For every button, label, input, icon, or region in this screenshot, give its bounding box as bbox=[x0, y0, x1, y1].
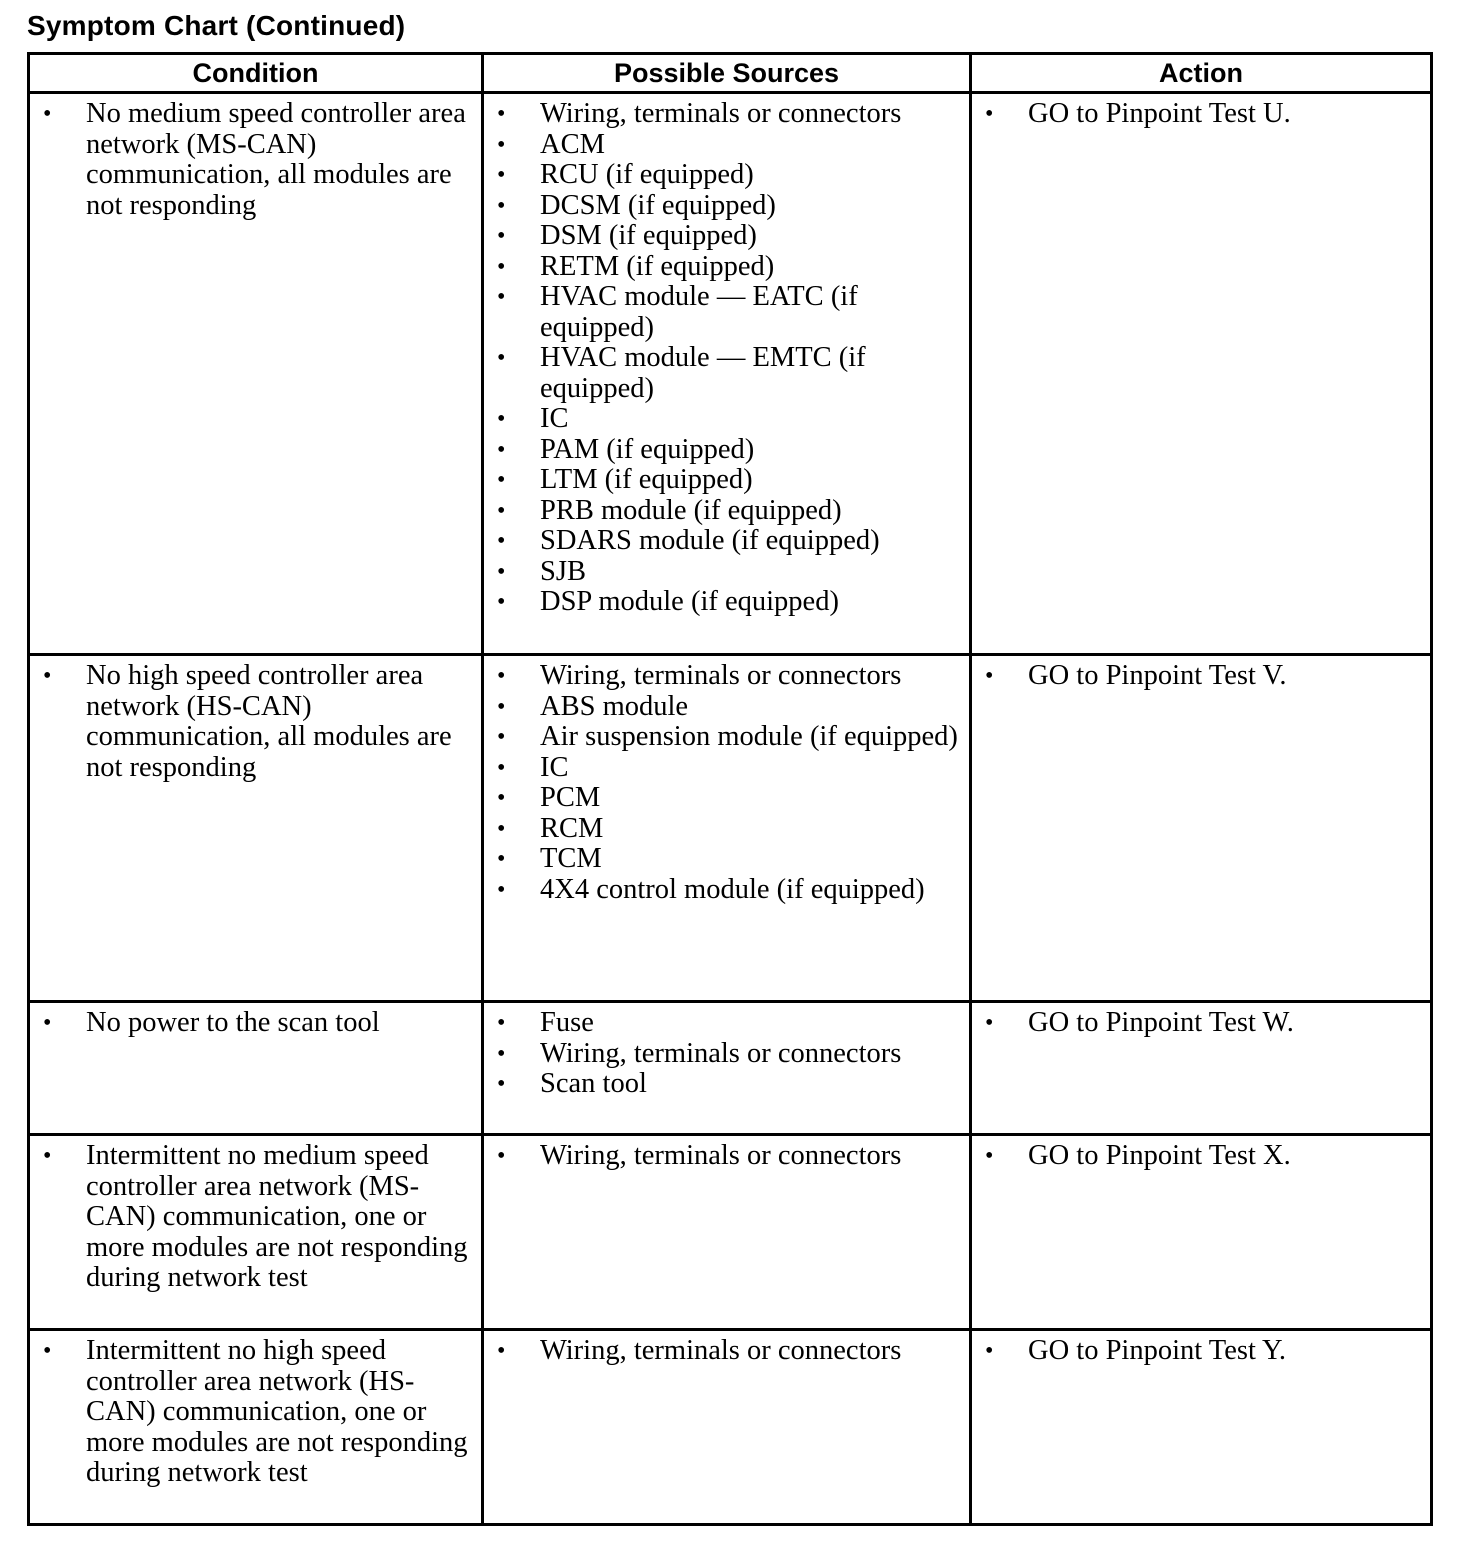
list-item-text: Wiring, terminals or connectors bbox=[540, 1335, 902, 1366]
list-item-text: Intermittent no high speed controller area network (HS-CAN) communication, one or more modules are not responding during network test bbox=[86, 1335, 468, 1488]
list-item-text: Intermittent no medium speed controller area network (MS-CAN) communication, one or more modules are not responding during network test bbox=[86, 1140, 468, 1293]
list-item bbox=[972, 1336, 1430, 1367]
bullet-list bbox=[972, 99, 1430, 130]
list-item bbox=[484, 753, 969, 784]
list-item bbox=[484, 343, 969, 404]
list-item-text: RCM bbox=[540, 812, 604, 844]
list-item bbox=[30, 1008, 481, 1039]
list-item bbox=[484, 1008, 969, 1039]
list-item-text: DSP module (if equipped) bbox=[540, 586, 839, 617]
action-cell bbox=[971, 655, 1432, 1002]
bullet-icon: • bbox=[497, 345, 506, 371]
list-item bbox=[972, 1141, 1430, 1172]
condition-cell bbox=[29, 93, 483, 655]
table-row bbox=[29, 1135, 1432, 1330]
column-header-condition: Condition bbox=[29, 54, 483, 93]
list-item bbox=[30, 1336, 481, 1489]
bullet-icon: • bbox=[497, 101, 506, 127]
column-header-possible-sources: Possible Sources bbox=[483, 54, 971, 93]
list-item-text: GO to Pinpoint Test Y. bbox=[1028, 1335, 1286, 1366]
list-item bbox=[30, 99, 481, 221]
table-row bbox=[29, 93, 1432, 655]
table-body bbox=[29, 93, 1432, 1525]
bullet-icon: • bbox=[43, 663, 52, 689]
possible-sources-cell bbox=[483, 1330, 971, 1525]
action-cell bbox=[971, 1330, 1432, 1525]
bullet-icon: • bbox=[497, 1010, 506, 1036]
bullet-icon: • bbox=[43, 1338, 52, 1364]
list-item-text: DSM (if equipped) bbox=[540, 220, 757, 251]
condition-cell bbox=[29, 1002, 483, 1135]
list-item-text: PCM bbox=[540, 782, 601, 813]
list-item bbox=[972, 1008, 1430, 1039]
list-item-text: IC bbox=[540, 751, 569, 783]
list-item bbox=[484, 130, 969, 161]
bullet-list bbox=[972, 1008, 1430, 1039]
condition-cell bbox=[29, 1135, 483, 1330]
list-item bbox=[972, 661, 1430, 692]
list-item bbox=[484, 661, 969, 692]
list-item-text: Wiring, terminals or connectors bbox=[540, 1140, 902, 1171]
list-item-text: GO to Pinpoint Test V. bbox=[1028, 660, 1287, 691]
list-item-text: ABS module bbox=[540, 690, 689, 722]
list-item bbox=[484, 1069, 969, 1100]
header-row bbox=[29, 54, 1432, 93]
bullet-icon: • bbox=[497, 693, 506, 720]
list-item-text: Fuse bbox=[540, 1007, 594, 1038]
list-item-text: Air suspension module (if equipped) bbox=[540, 721, 958, 752]
bullet-icon: • bbox=[497, 192, 506, 219]
list-item-text: HVAC module — EATC (if equipped) bbox=[540, 281, 858, 343]
list-item-text: TCM bbox=[540, 843, 602, 874]
table-row bbox=[29, 1002, 1432, 1135]
list-item-text: LTM (if equipped) bbox=[540, 464, 753, 495]
list-item-text: Wiring, terminals or connectors bbox=[540, 1037, 902, 1069]
bullet-list bbox=[484, 1008, 969, 1100]
bullet-icon: • bbox=[497, 284, 506, 310]
column-header-action: Action bbox=[971, 54, 1432, 93]
possible-sources-cell bbox=[483, 93, 971, 655]
list-item-text: Wiring, terminals or connectors bbox=[540, 660, 902, 691]
list-item bbox=[484, 496, 969, 527]
possible-sources-cell bbox=[483, 1135, 971, 1330]
list-item-text: PRB module (if equipped) bbox=[540, 494, 842, 526]
bullet-icon: • bbox=[497, 1338, 506, 1364]
bullet-icon: • bbox=[497, 162, 506, 188]
bullet-list bbox=[30, 99, 481, 221]
list-item bbox=[484, 99, 969, 130]
bullet-icon: • bbox=[497, 528, 506, 554]
bullet-icon: • bbox=[985, 1010, 994, 1036]
bullet-icon: • bbox=[497, 815, 506, 842]
bullet-icon: • bbox=[497, 724, 506, 750]
list-item bbox=[484, 282, 969, 343]
bullet-icon: • bbox=[497, 754, 506, 781]
list-item-text: GO to Pinpoint Test X. bbox=[1028, 1140, 1291, 1171]
list-item-text: SDARS module (if equipped) bbox=[540, 525, 880, 556]
action-cell bbox=[971, 1135, 1432, 1330]
condition-cell bbox=[29, 655, 483, 1002]
bullet-list bbox=[484, 1141, 969, 1172]
bullet-icon: • bbox=[497, 436, 506, 463]
list-item-text: RCU (if equipped) bbox=[540, 159, 754, 190]
bullet-list bbox=[972, 1336, 1430, 1367]
list-item-text: 4X4 control module (if equipped) bbox=[540, 873, 925, 905]
list-item-text: GO to Pinpoint Test U. bbox=[1028, 98, 1291, 129]
bullet-icon: • bbox=[497, 131, 506, 158]
list-item bbox=[972, 99, 1430, 130]
bullet-list bbox=[30, 1008, 481, 1039]
table-row bbox=[29, 1330, 1432, 1525]
bullet-icon: • bbox=[985, 1338, 994, 1364]
list-item bbox=[484, 465, 969, 496]
bullet-icon: • bbox=[985, 663, 994, 689]
page-title: Symptom Chart (Continued) bbox=[27, 10, 406, 41]
list-item bbox=[484, 252, 969, 283]
list-item bbox=[484, 722, 969, 753]
list-item bbox=[484, 1141, 969, 1172]
bullet-icon: • bbox=[985, 1143, 994, 1169]
bullet-icon: • bbox=[497, 663, 506, 689]
bullet-icon: • bbox=[985, 101, 994, 127]
bullet-list bbox=[30, 1141, 481, 1294]
list-item-text: No power to the scan tool bbox=[86, 1007, 380, 1038]
list-item bbox=[484, 435, 969, 466]
bullet-icon: • bbox=[43, 1010, 52, 1036]
list-item-text: RETM (if equipped) bbox=[540, 250, 775, 282]
bullet-list bbox=[484, 661, 969, 905]
bullet-icon: • bbox=[497, 846, 506, 872]
list-item bbox=[484, 221, 969, 252]
bullet-list bbox=[30, 1336, 481, 1489]
list-item bbox=[484, 1039, 969, 1070]
list-item bbox=[30, 661, 481, 783]
bullet-list bbox=[30, 661, 481, 783]
bullet-icon: • bbox=[497, 467, 506, 493]
table-row bbox=[29, 655, 1432, 1002]
list-item bbox=[30, 1141, 481, 1294]
bullet-icon: • bbox=[43, 1143, 52, 1169]
list-item bbox=[484, 875, 969, 906]
list-item bbox=[484, 844, 969, 875]
list-item-text: No medium speed controller area network (MS-CAN) communication, all modules are not responding bbox=[86, 98, 466, 221]
bullet-list bbox=[972, 1141, 1430, 1172]
bullet-list bbox=[484, 1336, 969, 1367]
possible-sources-cell bbox=[483, 655, 971, 1002]
list-item-text: PAM (if equipped) bbox=[540, 433, 755, 465]
bullet-icon: • bbox=[497, 223, 506, 249]
condition-cell bbox=[29, 1330, 483, 1525]
list-item bbox=[484, 587, 969, 618]
bullet-icon: • bbox=[497, 558, 506, 585]
bullet-icon: • bbox=[497, 1071, 506, 1097]
list-item-text: Wiring, terminals or connectors bbox=[540, 98, 902, 129]
list-item bbox=[484, 557, 969, 588]
bullet-list bbox=[972, 661, 1430, 692]
bullet-icon: • bbox=[497, 589, 506, 615]
list-item bbox=[484, 783, 969, 814]
action-cell bbox=[971, 93, 1432, 655]
bullet-icon: • bbox=[497, 1040, 506, 1067]
list-item-text: IC bbox=[540, 403, 569, 434]
possible-sources-cell bbox=[483, 1002, 971, 1135]
bullet-icon: • bbox=[497, 497, 506, 524]
list-item bbox=[484, 404, 969, 435]
bullet-icon: • bbox=[497, 785, 506, 811]
list-item-text: No high speed controller area network (HS-CAN) communication, all modules are not responding bbox=[86, 660, 452, 783]
list-item-text: DCSM (if equipped) bbox=[540, 189, 776, 221]
list-item bbox=[484, 692, 969, 723]
list-item-text: SJB bbox=[540, 555, 586, 587]
list-item bbox=[484, 814, 969, 845]
list-item bbox=[484, 191, 969, 222]
action-cell bbox=[971, 1002, 1432, 1135]
list-item-text: GO to Pinpoint Test W. bbox=[1028, 1007, 1294, 1038]
bullet-icon: • bbox=[497, 253, 506, 280]
list-item-text: ACM bbox=[540, 128, 605, 160]
list-item-text: HVAC module — EMTC (if equipped) bbox=[540, 342, 866, 404]
list-item-text: Scan tool bbox=[540, 1068, 647, 1099]
list-item bbox=[484, 526, 969, 557]
bullet-list bbox=[484, 99, 969, 618]
bullet-icon: • bbox=[497, 1143, 506, 1169]
bullet-icon: • bbox=[43, 101, 52, 127]
symptom-chart-table bbox=[27, 52, 1433, 1526]
bullet-icon: • bbox=[497, 406, 506, 432]
list-item bbox=[484, 1336, 969, 1367]
bullet-icon: • bbox=[497, 876, 506, 903]
list-item bbox=[484, 160, 969, 191]
